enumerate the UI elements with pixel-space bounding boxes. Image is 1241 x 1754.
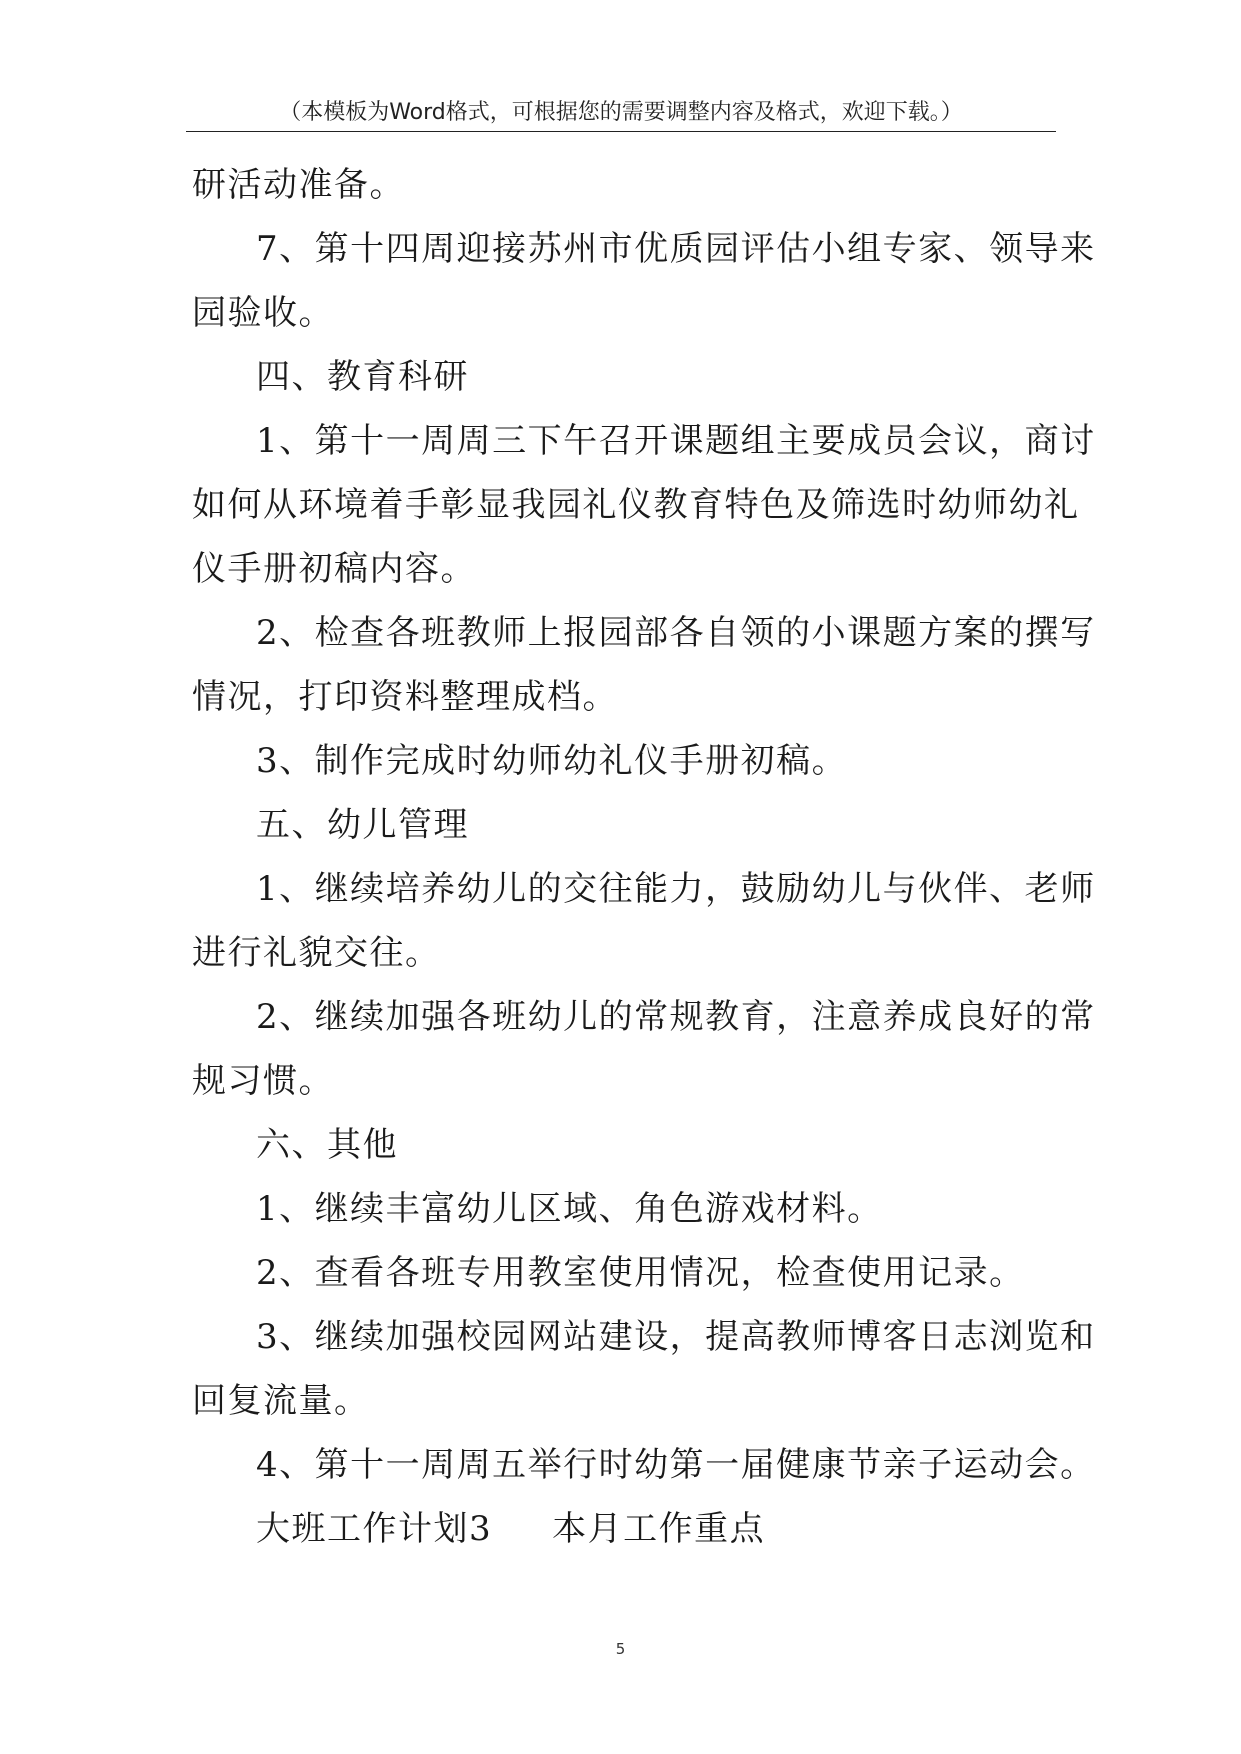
section-heading: 五、幼儿管理 (256, 805, 469, 845)
body-line: 4、第十一周周五举行时幼第一届健康节亲子运动会。 (256, 1445, 1096, 1485)
body-line: 7、第十四周迎接苏州市优质园评估小组专家、领导来 (256, 229, 1096, 269)
body-line: 2、继续加强各班幼儿的常规教育，注意养成良好的常 (256, 997, 1096, 1037)
body-line: 如何从环境着手彰显我园礼仪教育特色及筛选时幼师幼礼 (192, 485, 1080, 525)
body-line: 园验收。 (192, 293, 334, 333)
body-line: 规习惯。 (192, 1061, 334, 1101)
body-line: 2、检查各班教师上报园部各自领的小课题方案的撰写 (256, 613, 1096, 653)
body-line: 1、继续丰富幼儿区域、角色游戏材料。 (256, 1189, 883, 1229)
body-line: 2、查看各班专用教室使用情况，检查使用记录。 (256, 1253, 1025, 1293)
body-line: 回复流量。 (192, 1381, 370, 1421)
body-line: 仪手册初稿内容。 (192, 549, 476, 589)
plan-title-line (192, 1497, 1052, 1561)
section-heading: 四、教育科研 (256, 357, 469, 397)
document-body (192, 153, 1096, 1561)
body-line: 进行礼貌交往。 (192, 933, 441, 973)
body-line: 3、制作完成时幼师幼礼仪手册初稿。 (256, 741, 848, 781)
body-line: 情况，打印资料整理成档。 (192, 677, 618, 717)
body-line: 3、继续加强校园网站建设，提高教师博客日志浏览和 (256, 1317, 1096, 1357)
section-heading: 六、其他 (256, 1125, 398, 1165)
page-number: 5 (615, 1640, 626, 1658)
plan-title: 大班工作计划3 (256, 1509, 493, 1549)
header-rule (186, 131, 1056, 132)
header-note: （本模板为Word格式，可根据您的需要调整内容及格式，欢迎下载。） (279, 100, 963, 125)
plan-subtitle: 本月工作重点 (552, 1509, 766, 1549)
body-line: 研活动准备。 (192, 165, 405, 205)
body-line: 1、继续培养幼儿的交往能力，鼓励幼儿与伙伴、老师 (256, 869, 1096, 909)
body-line: 1、第十一周周三下午召开课题组主要成员会议，商讨 (256, 421, 1096, 461)
